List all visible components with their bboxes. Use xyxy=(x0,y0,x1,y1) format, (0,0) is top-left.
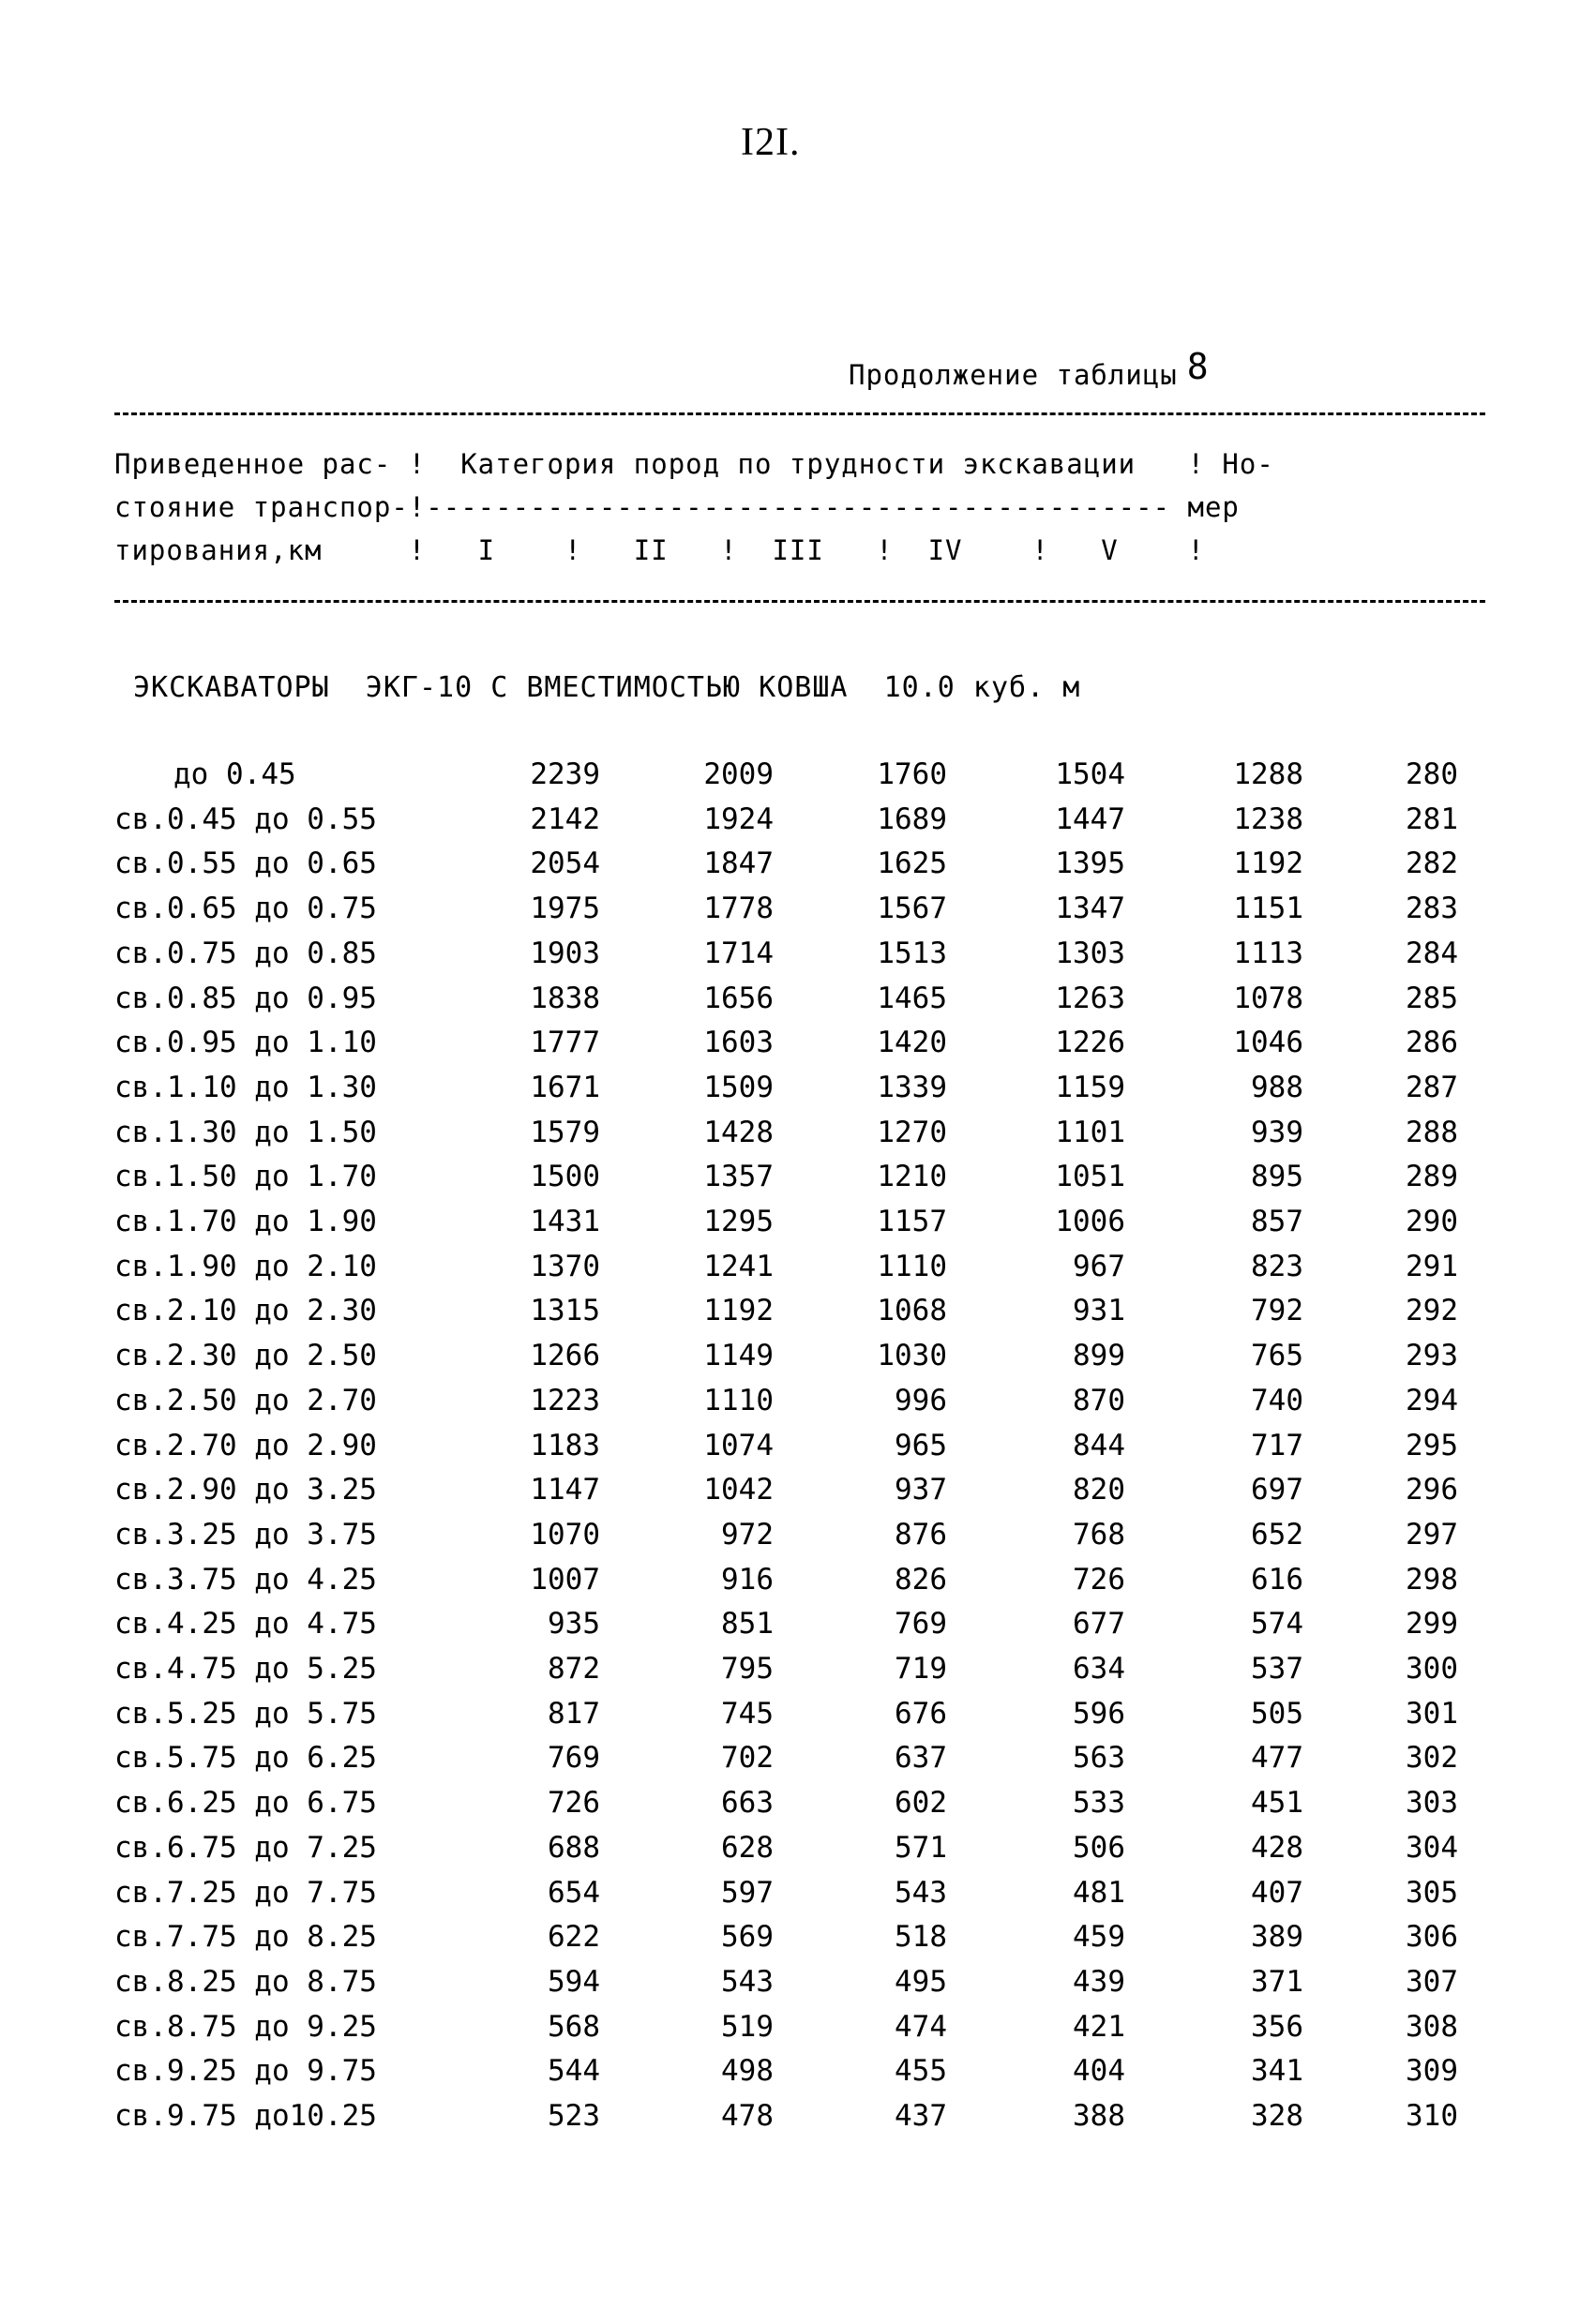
cat-iii-value: 937 xyxy=(895,1473,947,1507)
distance-range: св.2.10 до 2.30 xyxy=(114,1294,377,1328)
cat-v-value: 616 xyxy=(1251,1562,1303,1597)
cat-i-value: 726 xyxy=(548,1786,600,1821)
distance-range: св.1.70 до 1.90 xyxy=(114,1205,377,1238)
cat-iii-value: 637 xyxy=(895,1741,947,1776)
cat-iii-value: 1567 xyxy=(877,892,947,926)
distance-range: св.0.75 до 0.85 xyxy=(114,936,377,970)
row-number: 284 xyxy=(1406,936,1458,970)
cat-iv-value: 1303 xyxy=(1055,936,1125,970)
distance-range: св.6.75 до 7.25 xyxy=(114,1830,377,1865)
table-row xyxy=(0,1026,1595,1063)
cat-iii-value: 1420 xyxy=(877,1026,947,1060)
cat-ii-value: 519 xyxy=(721,2009,774,2044)
cat-iii-value: 543 xyxy=(895,1875,947,1910)
distance-range: св.5.25 до 5.75 xyxy=(114,1696,377,1731)
cat-ii-value: 1110 xyxy=(703,1383,774,1417)
cat-ii-value: 597 xyxy=(721,1875,774,1910)
cat-iv-value: 634 xyxy=(1073,1652,1125,1686)
cat-ii-value: 498 xyxy=(721,2054,774,2089)
row-number: 285 xyxy=(1406,981,1458,1015)
table-row xyxy=(0,1965,1595,2002)
row-number: 304 xyxy=(1406,1830,1458,1865)
distance-range: св.0.95 до 1.10 xyxy=(114,1026,377,1060)
row-number: 310 xyxy=(1406,2099,1458,2133)
table-row xyxy=(0,1250,1595,1287)
page-number: I2I. xyxy=(741,121,801,164)
cat-ii-value: 1428 xyxy=(703,1115,774,1149)
cat-iii-value: 1689 xyxy=(877,802,947,836)
cat-v-value: 537 xyxy=(1251,1652,1303,1686)
table-row xyxy=(0,1607,1595,1644)
distance-range: св.0.55 до 0.65 xyxy=(114,847,377,881)
row-number: 293 xyxy=(1406,1339,1458,1373)
cat-i-value: 1223 xyxy=(530,1383,600,1417)
cat-v-value: 1192 xyxy=(1233,847,1303,881)
table-row xyxy=(0,1160,1595,1197)
cat-i-value: 1671 xyxy=(530,1070,600,1104)
cat-ii-value: 1357 xyxy=(703,1160,774,1194)
cat-v-value: 1288 xyxy=(1233,757,1303,791)
cat-iv-value: 1347 xyxy=(1055,892,1125,926)
cat-i-value: 1431 xyxy=(530,1205,600,1238)
table-continuation-caption xyxy=(849,346,1210,393)
row-number: 282 xyxy=(1406,847,1458,881)
cat-ii-value: 1074 xyxy=(703,1428,774,1462)
table-row xyxy=(0,1876,1595,1913)
cat-i-value: 2054 xyxy=(530,847,600,881)
table-row xyxy=(0,1786,1595,1823)
cat-ii-value: 795 xyxy=(721,1652,774,1686)
cat-iv-value: 404 xyxy=(1073,2054,1125,2089)
cat-ii-value: 628 xyxy=(721,1830,774,1865)
cat-iii-value: 1513 xyxy=(877,936,947,970)
cat-iii-value: 474 xyxy=(895,2009,947,2044)
cat-iv-value: 1051 xyxy=(1055,1160,1125,1194)
distance-range: св.5.75 до 6.25 xyxy=(114,1741,377,1776)
row-number: 283 xyxy=(1406,892,1458,926)
table-row xyxy=(0,802,1595,840)
row-number: 306 xyxy=(1406,1920,1458,1955)
table-row xyxy=(0,1920,1595,1957)
row-number: 287 xyxy=(1406,1070,1458,1104)
table-row xyxy=(0,1429,1595,1466)
cat-iv-value: 931 xyxy=(1073,1294,1125,1328)
cat-v-value: 371 xyxy=(1251,1964,1303,1999)
table-row xyxy=(0,1339,1595,1376)
cat-v-value: 1238 xyxy=(1233,802,1303,836)
row-number: 295 xyxy=(1406,1428,1458,1462)
cat-iii-value: 1157 xyxy=(877,1205,947,1238)
cat-ii-value: 972 xyxy=(721,1517,774,1552)
cat-i-value: 1777 xyxy=(530,1026,600,1060)
cat-i-value: 2142 xyxy=(530,802,600,836)
cat-v-value: 765 xyxy=(1251,1339,1303,1373)
cat-iii-value: 602 xyxy=(895,1786,947,1821)
cat-ii-value: 1295 xyxy=(703,1205,774,1238)
table-row xyxy=(0,892,1595,929)
cat-iii-value: 1625 xyxy=(877,847,947,881)
row-number: 297 xyxy=(1406,1517,1458,1552)
distance-range: св.4.75 до 5.25 xyxy=(114,1652,377,1686)
row-number: 296 xyxy=(1406,1473,1458,1507)
cat-i-value: 568 xyxy=(548,2009,600,2044)
cat-i-value: 1266 xyxy=(530,1339,600,1373)
distance-range: св.2.70 до 2.90 xyxy=(114,1428,377,1462)
cat-ii-value: 1241 xyxy=(703,1249,774,1283)
cat-iii-value: 769 xyxy=(895,1607,947,1642)
cat-i-value: 1370 xyxy=(530,1249,600,1283)
header-bottom-rule xyxy=(114,600,1485,603)
cat-v-value: 895 xyxy=(1251,1160,1303,1194)
header-top-rule xyxy=(114,412,1485,415)
cat-iii-value: 1465 xyxy=(877,981,947,1015)
cat-i-value: 1147 xyxy=(530,1473,600,1507)
cat-i-value: 523 xyxy=(548,2099,600,2133)
cat-iv-value: 388 xyxy=(1073,2099,1125,2133)
cat-i-value: 769 xyxy=(548,1741,600,1776)
cat-v-value: 939 xyxy=(1251,1115,1303,1149)
row-number: 291 xyxy=(1406,1249,1458,1283)
cat-v-value: 857 xyxy=(1251,1205,1303,1238)
row-number: 305 xyxy=(1406,1875,1458,1910)
cat-v-value: 1113 xyxy=(1233,936,1303,970)
row-number: 308 xyxy=(1406,2009,1458,2044)
cat-iii-value: 437 xyxy=(895,2099,947,2133)
distance-range: св.7.75 до 8.25 xyxy=(114,1920,377,1955)
cat-ii-value: 1924 xyxy=(703,802,774,836)
cat-i-value: 594 xyxy=(548,1964,600,1999)
cat-iii-value: 676 xyxy=(895,1696,947,1731)
cat-iv-value: 1447 xyxy=(1055,802,1125,836)
distance-range: св.1.10 до 1.30 xyxy=(114,1070,377,1104)
cat-i-value: 1007 xyxy=(530,1562,600,1597)
cat-iv-value: 870 xyxy=(1073,1383,1125,1417)
cat-iv-value: 1101 xyxy=(1055,1115,1125,1149)
cat-ii-value: 745 xyxy=(721,1696,774,1731)
cat-ii-value: 1656 xyxy=(703,981,774,1015)
cat-iii-value: 495 xyxy=(895,1964,947,1999)
distance-range: св.1.30 до 1.50 xyxy=(114,1115,377,1149)
cat-iv-value: 506 xyxy=(1073,1830,1125,1865)
row-number: 300 xyxy=(1406,1652,1458,1686)
cat-ii-value: 1847 xyxy=(703,847,774,881)
distance-range: св.0.65 до 0.75 xyxy=(114,892,377,926)
cat-iii-value: 965 xyxy=(895,1428,947,1462)
row-number: 292 xyxy=(1406,1294,1458,1328)
cat-v-value: 792 xyxy=(1251,1294,1303,1328)
cat-iv-value: 844 xyxy=(1073,1428,1125,1462)
cat-iv-value: 726 xyxy=(1073,1562,1125,1597)
distance-range: св.2.90 до 3.25 xyxy=(114,1473,377,1507)
cat-i-value: 1315 xyxy=(530,1294,600,1328)
table-number: 8 xyxy=(1186,346,1210,387)
cat-ii-value: 2009 xyxy=(703,757,774,791)
cat-iii-value: 571 xyxy=(895,1830,947,1865)
row-number: 289 xyxy=(1406,1160,1458,1194)
header-line-1: Приведенное рас- ! Категория пород по трудности экскавации ! Но- xyxy=(114,448,1274,480)
distance-range: св.2.30 до 2.50 xyxy=(114,1339,377,1373)
cat-iv-value: 421 xyxy=(1073,2009,1125,2044)
continuation-label: Продолжение таблицы xyxy=(849,359,1178,391)
cat-iii-value: 1030 xyxy=(877,1339,947,1373)
cat-iv-value: 899 xyxy=(1073,1339,1125,1373)
row-number: 288 xyxy=(1406,1115,1458,1149)
cat-v-value: 356 xyxy=(1251,2009,1303,2044)
cat-i-value: 872 xyxy=(548,1652,600,1686)
cat-i-value: 935 xyxy=(548,1607,600,1642)
cat-v-value: 823 xyxy=(1251,1249,1303,1283)
cat-iii-value: 1760 xyxy=(877,757,947,791)
table-row xyxy=(0,937,1595,974)
distance-range: св.9.75 до10.25 xyxy=(114,2099,377,2133)
cat-ii-value: 478 xyxy=(721,2099,774,2133)
distance-range: св.4.25 до 4.75 xyxy=(114,1607,377,1642)
cat-v-value: 505 xyxy=(1251,1696,1303,1731)
cat-ii-value: 1509 xyxy=(703,1070,774,1104)
distance-range: св.6.25 до 6.75 xyxy=(114,1786,377,1821)
table-row xyxy=(0,2099,1595,2137)
cat-i-value: 1579 xyxy=(530,1115,600,1149)
cat-iii-value: 1339 xyxy=(877,1070,947,1104)
table-row xyxy=(0,1518,1595,1555)
distance-range: св.2.50 до 2.70 xyxy=(114,1383,377,1417)
cat-ii-value: 916 xyxy=(721,1562,774,1597)
distance-range: св.1.90 до 2.10 xyxy=(114,1249,377,1283)
row-number: 280 xyxy=(1406,757,1458,791)
distance-range: до 0.45 xyxy=(173,757,296,791)
cat-iv-value: 563 xyxy=(1073,1741,1125,1776)
cat-v-value: 717 xyxy=(1251,1428,1303,1462)
cat-iii-value: 996 xyxy=(895,1383,947,1417)
row-number: 303 xyxy=(1406,1786,1458,1821)
table-row xyxy=(0,1697,1595,1734)
cat-iv-value: 967 xyxy=(1073,1249,1125,1283)
cat-i-value: 1903 xyxy=(530,936,600,970)
cat-i-value: 1975 xyxy=(530,892,600,926)
cat-iv-value: 1263 xyxy=(1055,981,1125,1015)
cat-v-value: 428 xyxy=(1251,1830,1303,1865)
cat-i-value: 688 xyxy=(548,1830,600,1865)
cat-iv-value: 481 xyxy=(1073,1875,1125,1910)
cat-iv-value: 459 xyxy=(1073,1920,1125,1955)
table-row xyxy=(0,1071,1595,1108)
row-number: 298 xyxy=(1406,1562,1458,1597)
cat-iv-value: 820 xyxy=(1073,1473,1125,1507)
table-row xyxy=(0,1205,1595,1242)
cat-iii-value: 1068 xyxy=(877,1294,947,1328)
distance-range: св.0.45 до 0.55 xyxy=(114,802,377,836)
distance-range: св.9.25 до 9.75 xyxy=(114,2054,377,2089)
distance-range: св.3.25 до 3.75 xyxy=(114,1517,377,1552)
cat-ii-value: 1042 xyxy=(703,1473,774,1507)
distance-range: св.1.50 до 1.70 xyxy=(114,1160,377,1194)
table-row xyxy=(0,847,1595,884)
cat-iv-value: 768 xyxy=(1073,1517,1125,1552)
cat-iii-value: 518 xyxy=(895,1920,947,1955)
cat-ii-value: 702 xyxy=(721,1741,774,1776)
cat-i-value: 654 xyxy=(548,1875,600,1910)
row-number: 302 xyxy=(1406,1741,1458,1776)
cat-v-value: 407 xyxy=(1251,1875,1303,1910)
cat-i-value: 2239 xyxy=(530,757,600,791)
cat-ii-value: 569 xyxy=(721,1920,774,1955)
cat-v-value: 341 xyxy=(1251,2054,1303,2089)
row-number: 299 xyxy=(1406,1607,1458,1642)
cat-i-value: 817 xyxy=(548,1696,600,1731)
cat-i-value: 1500 xyxy=(530,1160,600,1194)
cat-v-value: 1078 xyxy=(1233,981,1303,1015)
cat-iv-value: 596 xyxy=(1073,1696,1125,1731)
table-row xyxy=(0,1116,1595,1153)
cat-iv-value: 1226 xyxy=(1055,1026,1125,1060)
cat-v-value: 988 xyxy=(1251,1070,1303,1104)
table-row xyxy=(0,982,1595,1019)
cat-v-value: 1151 xyxy=(1233,892,1303,926)
cat-v-value: 740 xyxy=(1251,1383,1303,1417)
cat-ii-value: 1149 xyxy=(703,1339,774,1373)
table-row xyxy=(0,1652,1595,1689)
cat-ii-value: 663 xyxy=(721,1786,774,1821)
row-number: 294 xyxy=(1406,1383,1458,1417)
cat-i-value: 544 xyxy=(548,2054,600,2089)
cat-iii-value: 455 xyxy=(895,2054,947,2089)
distance-range: св.0.85 до 0.95 xyxy=(114,981,377,1015)
cat-ii-value: 1603 xyxy=(703,1026,774,1060)
distance-range: св.8.25 до 8.75 xyxy=(114,1964,377,1999)
cat-ii-value: 851 xyxy=(721,1607,774,1642)
table-row xyxy=(0,2010,1595,2047)
cat-v-value: 477 xyxy=(1251,1741,1303,1776)
table-row xyxy=(0,757,1595,795)
cat-v-value: 652 xyxy=(1251,1517,1303,1552)
cat-v-value: 451 xyxy=(1251,1786,1303,1821)
cat-iv-value: 533 xyxy=(1073,1786,1125,1821)
row-number: 281 xyxy=(1406,802,1458,836)
distance-range: св.7.25 до 7.75 xyxy=(114,1875,377,1910)
table-row xyxy=(0,1563,1595,1600)
cat-iii-value: 876 xyxy=(895,1517,947,1552)
cat-iv-value: 1504 xyxy=(1055,757,1125,791)
cat-v-value: 1046 xyxy=(1233,1026,1303,1060)
section-title: ЭКСКАВАТОРЫ ЭКГ-10 С ВМЕСТИМОСТЬЮ КОВША 10.0 куб. м xyxy=(133,671,1081,704)
cat-v-value: 574 xyxy=(1251,1607,1303,1642)
cat-i-value: 1838 xyxy=(530,981,600,1015)
cat-i-value: 1070 xyxy=(530,1517,600,1552)
cat-v-value: 389 xyxy=(1251,1920,1303,1955)
cat-iii-value: 826 xyxy=(895,1562,947,1597)
row-number: 290 xyxy=(1406,1205,1458,1238)
table-row xyxy=(0,1294,1595,1331)
row-number: 307 xyxy=(1406,1964,1458,1999)
cat-i-value: 622 xyxy=(548,1920,600,1955)
cat-iv-value: 1159 xyxy=(1055,1070,1125,1104)
header-line-2: стояние транспор-!------------------------------------------- мер xyxy=(114,491,1240,523)
cat-v-value: 697 xyxy=(1251,1473,1303,1507)
table-row xyxy=(0,1384,1595,1421)
cat-iii-value: 719 xyxy=(895,1652,947,1686)
header-line-3: тирования,км ! I ! II ! III ! IV ! V ! xyxy=(114,534,1205,566)
distance-range: св.3.75 до 4.25 xyxy=(114,1562,377,1597)
table-row xyxy=(0,1831,1595,1868)
cat-iv-value: 677 xyxy=(1073,1607,1125,1642)
cat-iv-value: 1006 xyxy=(1055,1205,1125,1238)
cat-iv-value: 439 xyxy=(1073,1964,1125,1999)
cat-iii-value: 1110 xyxy=(877,1249,947,1283)
row-number: 309 xyxy=(1406,2054,1458,2089)
row-number: 301 xyxy=(1406,1696,1458,1731)
distance-range: св.8.75 до 9.25 xyxy=(114,2009,377,2044)
cat-iii-value: 1270 xyxy=(877,1115,947,1149)
table-row xyxy=(0,1741,1595,1778)
table-row xyxy=(0,2054,1595,2092)
cat-ii-value: 1778 xyxy=(703,892,774,926)
cat-ii-value: 1192 xyxy=(703,1294,774,1328)
row-number: 286 xyxy=(1406,1026,1458,1060)
cat-ii-value: 543 xyxy=(721,1964,774,1999)
cat-ii-value: 1714 xyxy=(703,936,774,970)
cat-iii-value: 1210 xyxy=(877,1160,947,1194)
cat-v-value: 328 xyxy=(1251,2099,1303,2133)
table-row xyxy=(0,1473,1595,1510)
cat-iv-value: 1395 xyxy=(1055,847,1125,881)
cat-i-value: 1183 xyxy=(530,1428,600,1462)
